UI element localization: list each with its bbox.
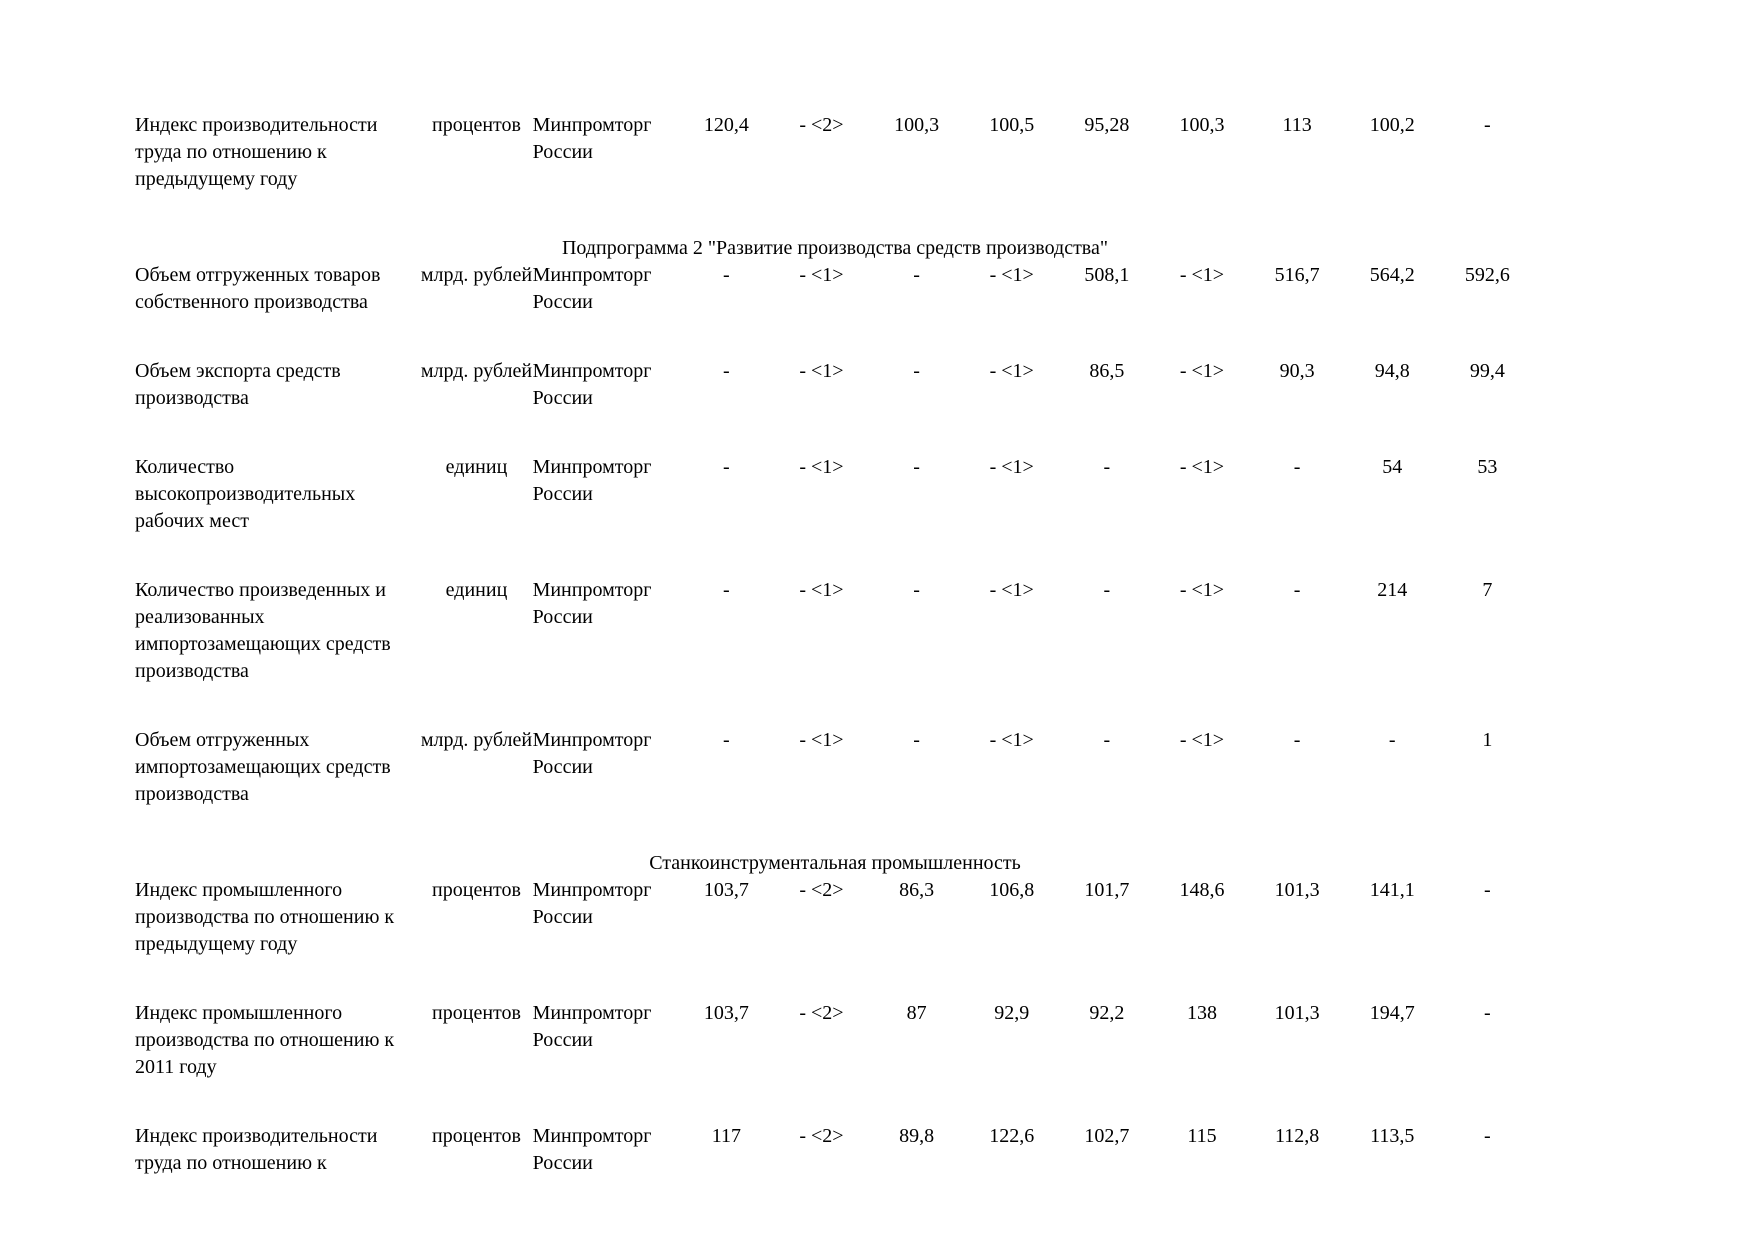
indicator-value: - [722, 456, 730, 478]
indicator-value: 86,3 [899, 879, 935, 901]
indicator-value: - <1> [989, 579, 1034, 601]
section-header: Станкоинструментальная промышленность [649, 852, 1021, 874]
responsible-agency: Минпромторг России [532, 1125, 652, 1174]
indicator-value: - [913, 360, 920, 382]
indicator-row [135, 358, 1535, 454]
indicator-unit: млрд. рублей [420, 729, 533, 751]
indicator-value: 564,2 [1369, 264, 1415, 286]
indicator-unit: единиц [445, 456, 508, 478]
indicator-value: - <1> [799, 264, 844, 286]
indicator-value: 7 [1482, 579, 1493, 601]
indicator-unit: процентов [432, 114, 521, 136]
indicator-row [135, 1000, 1535, 1123]
indicator-name: Количество высокопроизводительных рабочих мест [135, 456, 356, 532]
indicator-value: 103,7 [703, 879, 749, 901]
indicator-name: Объем экспорта средств производства [135, 360, 341, 409]
indicator-name: Количество произведенных и реализованных импортозамещающих средств производства [135, 579, 391, 682]
indicator-row [135, 577, 1535, 727]
indicator-value: - [913, 729, 920, 751]
indicator-name: Индекс производительности труда по отношению к [135, 1125, 378, 1174]
responsible-agency: Минпромторг России [532, 579, 652, 628]
indicator-value: 141,1 [1369, 879, 1415, 901]
indicator-unit: процентов [432, 1002, 521, 1024]
indicator-value: 100,3 [1179, 114, 1225, 136]
responsible-agency: Минпромторг России [532, 114, 652, 163]
indicator-value: - [722, 579, 730, 601]
indicator-value: - [1103, 579, 1111, 601]
indicators-table [135, 112, 1535, 1219]
indicator-value: - [722, 264, 730, 286]
indicator-value: 214 [1377, 579, 1408, 601]
indicators-table-body [135, 112, 1535, 1219]
indicator-name: Объем отгруженных товаров собственного производства [135, 264, 381, 313]
indicator-value: 101,3 [1274, 1002, 1320, 1024]
indicator-value: - <1> [1179, 579, 1225, 601]
indicator-value: 92,9 [994, 1002, 1030, 1024]
responsible-agency: Минпромторг России [532, 264, 652, 313]
indicator-value: - [1484, 879, 1491, 901]
indicator-value: - [1388, 729, 1396, 751]
indicator-value: 102,7 [1084, 1125, 1130, 1147]
indicator-value: - [913, 264, 920, 286]
indicator-value: - <1> [1179, 360, 1225, 382]
indicator-name: Объем отгруженных импортозамещающих средств производства [135, 729, 391, 805]
indicator-value: - <1> [1179, 456, 1225, 478]
responsible-agency: Минпромторг России [532, 1002, 652, 1051]
indicator-unit: единиц [445, 579, 508, 601]
indicator-value: 90,3 [1279, 360, 1315, 382]
indicator-value: 516,7 [1274, 264, 1320, 286]
indicator-value: - [1484, 114, 1491, 136]
indicator-value: - [722, 729, 730, 751]
indicator-name: Индекс промышленного производства по отношению к 2011 году [135, 1002, 395, 1078]
indicator-value: - [1484, 1002, 1491, 1024]
indicator-value: 106,8 [989, 879, 1035, 901]
indicator-row [135, 454, 1535, 577]
indicator-value: 101,7 [1084, 879, 1130, 901]
indicator-unit: процентов [432, 1125, 521, 1147]
responsible-agency: Минпромторг России [532, 729, 652, 778]
indicator-value: 592,6 [1464, 264, 1510, 286]
indicator-value: - <1> [989, 729, 1034, 751]
indicator-value: - <2> [799, 1125, 844, 1147]
indicator-value: - [722, 360, 730, 382]
indicator-value: - <2> [799, 1002, 844, 1024]
indicator-unit: млрд. рублей [420, 360, 533, 382]
indicator-value: 112,8 [1274, 1125, 1320, 1147]
indicator-value: 100,5 [989, 114, 1035, 136]
indicator-value: 100,3 [894, 114, 940, 136]
indicator-value: 1 [1482, 729, 1493, 751]
indicator-value: - <1> [1179, 264, 1225, 286]
indicator-value: - <1> [989, 360, 1034, 382]
indicator-value: 95,28 [1084, 114, 1130, 136]
indicator-value: 148,6 [1179, 879, 1225, 901]
indicator-row [135, 112, 1535, 235]
indicator-value: 122,6 [989, 1125, 1035, 1147]
indicator-row [135, 727, 1535, 850]
indicator-value: - <1> [1179, 729, 1225, 751]
section-header: Подпрограмма 2 "Развитие производства средств производства" [561, 237, 1109, 259]
indicator-value: - <2> [799, 879, 844, 901]
indicator-value: 101,3 [1274, 879, 1320, 901]
indicator-value: 115 [1187, 1125, 1217, 1147]
section-header-row [135, 235, 1535, 262]
indicator-value: 86,5 [1089, 360, 1125, 382]
indicator-value: - <1> [799, 456, 844, 478]
indicator-row [135, 1123, 1535, 1219]
indicator-value: 138 [1186, 1002, 1217, 1024]
indicator-name: Индекс производительности труда по отношению к предыдущему году [135, 114, 378, 190]
indicator-value: 113,5 [1370, 1125, 1415, 1147]
indicator-value: - [913, 456, 920, 478]
indicator-value: 117 [711, 1125, 741, 1147]
indicator-value: - [1293, 729, 1301, 751]
indicator-value: 87 [906, 1002, 927, 1024]
indicator-unit: млрд. рублей [420, 264, 533, 286]
indicator-value: - [1293, 579, 1301, 601]
indicator-value: - <1> [989, 264, 1034, 286]
indicator-value: - <1> [799, 729, 844, 751]
responsible-agency: Минпромторг России [532, 456, 652, 505]
indicator-value: - [1484, 1125, 1491, 1147]
indicator-value: 89,8 [899, 1125, 935, 1147]
indicator-value: - [913, 579, 920, 601]
indicator-value: 54 [1382, 456, 1403, 478]
indicator-value: 100,2 [1369, 114, 1415, 136]
responsible-agency: Минпромторг России [532, 879, 652, 928]
indicator-row [135, 877, 1535, 1000]
indicator-value: 194,7 [1369, 1002, 1415, 1024]
indicator-value: - <2> [799, 114, 844, 136]
section-header-row [135, 850, 1535, 877]
indicator-value: 120,4 [703, 114, 749, 136]
indicator-value: 103,7 [703, 1002, 749, 1024]
indicator-value: 113 [1282, 114, 1312, 136]
indicator-value: - [1103, 456, 1111, 478]
indicator-value: 99,4 [1469, 360, 1505, 382]
indicator-value: - [1293, 456, 1301, 478]
indicator-value: 92,2 [1089, 1002, 1125, 1024]
indicator-name: Индекс промышленного производства по отношению к предыдущему году [135, 879, 395, 955]
indicator-value: - <1> [799, 579, 844, 601]
indicator-row [135, 262, 1535, 358]
indicator-value: 94,8 [1374, 360, 1410, 382]
indicator-value: 508,1 [1084, 264, 1130, 286]
indicator-value: - <1> [799, 360, 844, 382]
indicator-value: 53 [1477, 456, 1498, 478]
indicator-unit: процентов [432, 879, 521, 901]
indicator-value: - [1103, 729, 1111, 751]
indicator-value: - <1> [989, 456, 1034, 478]
responsible-agency: Минпромторг России [532, 360, 652, 409]
